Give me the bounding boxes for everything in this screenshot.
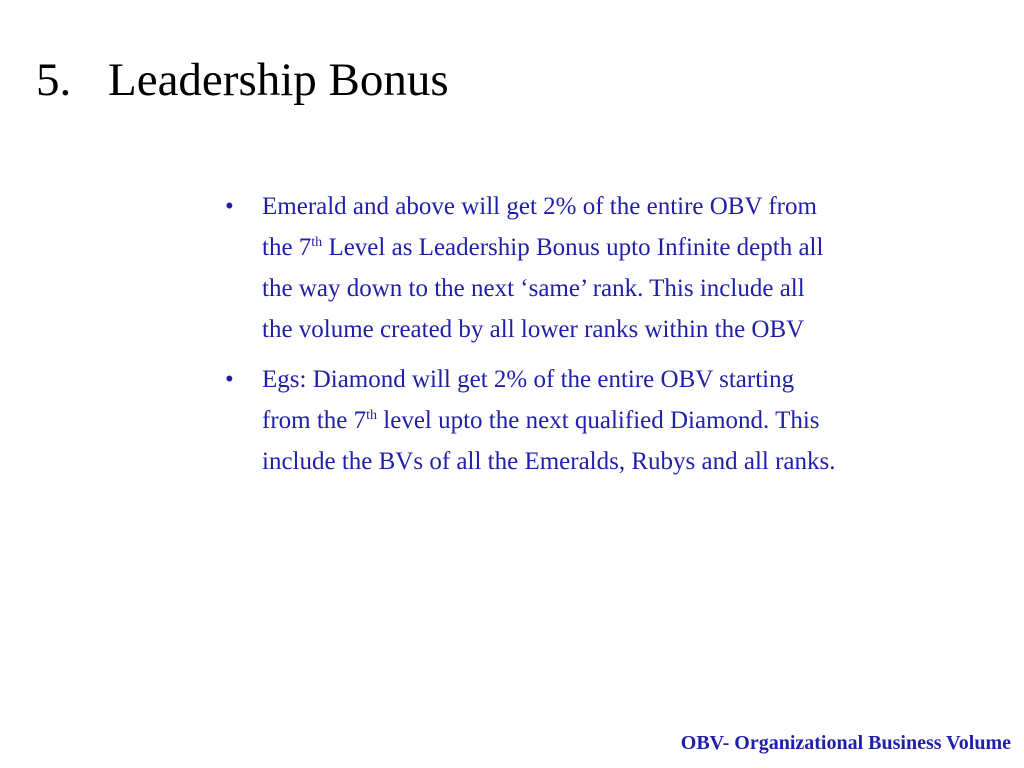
bullet-text: from the 7 [262,407,367,434]
bullet-item-example [225,359,965,482]
bullet-line: Emerald and above will get 2% of the entire OBV from [262,193,817,220]
bullet-text: level upto the next qualified Diamond. This [377,407,820,434]
slide-title [36,52,449,108]
bullet-icon: • [225,193,234,220]
bullet-line [262,227,965,268]
ordinal-suffix: th [366,408,378,423]
bullet-line: Egs: Diamond will get 2% of the entire OBV starting [262,366,795,393]
bullet-line: the way down to the next ‘same’ rank. This include all [262,275,805,302]
bullet-line [262,400,965,441]
bullet-icon: • [225,366,234,393]
title-number: 5. [36,54,72,106]
bullet-list [225,186,965,491]
bullet-item-emerald [225,186,965,350]
bullet-text: Level as Leadership Bonus upto Infinite depth all [322,234,824,261]
bullet-line: include the BVs of all the Emeralds, Rubys and all ranks. [262,448,836,475]
bullet-line: the volume created by all lower ranks within the OBV [262,316,805,343]
ordinal-suffix: th [311,235,323,250]
bullet-text: the 7 [262,234,312,261]
footer-note: OBV- Organizational Business Volume [680,732,1011,754]
title-text: Leadership Bonus [108,54,449,106]
